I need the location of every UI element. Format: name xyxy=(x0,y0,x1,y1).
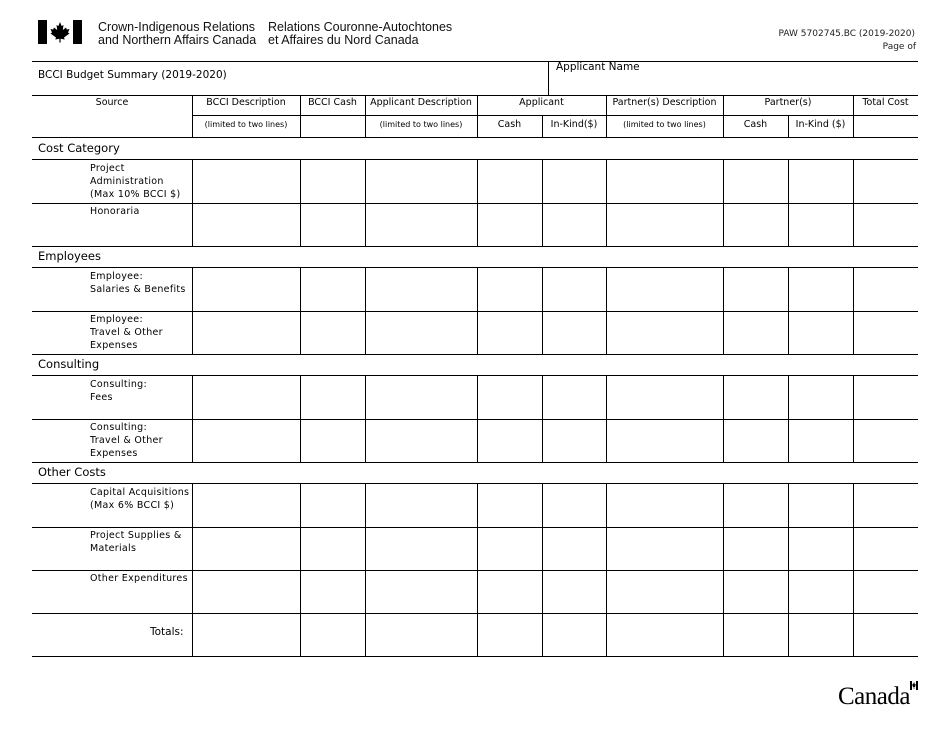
section-consulting: Consulting xyxy=(38,357,100,371)
budget-cell[interactable] xyxy=(193,420,299,461)
budget-cell[interactable] xyxy=(366,571,476,612)
budget-cell[interactable] xyxy=(607,614,722,655)
budget-cell[interactable] xyxy=(478,614,541,655)
row-label-employee-travel: Employee: Travel & Other Expenses xyxy=(90,314,163,351)
budget-cell[interactable] xyxy=(724,160,787,202)
budget-cell[interactable] xyxy=(366,528,476,569)
budget-cell[interactable] xyxy=(301,312,364,353)
canada-flag-icon xyxy=(38,20,82,44)
budget-cell[interactable] xyxy=(193,268,299,310)
budget-cell[interactable] xyxy=(854,160,917,202)
department-name-french xyxy=(268,21,452,47)
budget-cell[interactable] xyxy=(301,376,364,418)
budget-cell[interactable] xyxy=(724,614,787,655)
budget-cell[interactable] xyxy=(789,484,852,526)
wordmark-flag-icon xyxy=(910,681,918,690)
budget-cell[interactable] xyxy=(478,204,541,245)
col-header-bcci-cash: BCCI Cash xyxy=(308,97,357,108)
budget-cell[interactable] xyxy=(366,614,476,655)
budget-cell[interactable] xyxy=(789,420,852,461)
subheader-partner-desc-note: (limited to two lines) xyxy=(623,120,706,129)
canada-wordmark-text: Canada xyxy=(838,683,910,710)
budget-cell[interactable] xyxy=(854,484,917,526)
maple-leaf-icon xyxy=(49,21,71,43)
budget-cell[interactable] xyxy=(193,614,299,655)
budget-cell[interactable] xyxy=(543,528,605,569)
budget-cell[interactable] xyxy=(301,204,364,245)
budget-cell[interactable] xyxy=(854,312,917,353)
budget-cell[interactable] xyxy=(724,420,787,461)
budget-cell[interactable] xyxy=(789,528,852,569)
budget-cell[interactable] xyxy=(193,484,299,526)
budget-cell[interactable] xyxy=(724,528,787,569)
budget-cell[interactable] xyxy=(543,268,605,310)
budget-cell[interactable] xyxy=(789,571,852,612)
budget-cell[interactable] xyxy=(366,312,476,353)
department-name-english xyxy=(98,21,256,47)
budget-cell[interactable] xyxy=(724,376,787,418)
budget-cell[interactable] xyxy=(543,571,605,612)
budget-cell[interactable] xyxy=(478,571,541,612)
budget-cell[interactable] xyxy=(724,312,787,353)
budget-cell[interactable] xyxy=(366,160,476,202)
rule-row xyxy=(32,246,918,247)
budget-cell[interactable] xyxy=(366,376,476,418)
rule-top xyxy=(32,61,918,62)
dept-fr-line1: Relations Couronne-Autochtones xyxy=(268,20,453,34)
budget-cell[interactable] xyxy=(543,312,605,353)
budget-cell[interactable] xyxy=(607,160,722,202)
subheader-bcci-desc-note: (limited to two lines) xyxy=(204,120,288,129)
applicant-name-label: Applicant Name xyxy=(556,61,640,73)
budget-cell[interactable] xyxy=(543,204,605,245)
page-of-label: Page of xyxy=(882,42,916,52)
budget-cell[interactable] xyxy=(854,571,917,612)
rule-header-bottom xyxy=(32,137,918,138)
section-employees: Employees xyxy=(38,249,101,263)
budget-cell[interactable] xyxy=(193,204,299,245)
budget-cell[interactable] xyxy=(301,528,364,569)
budget-cell[interactable] xyxy=(193,528,299,569)
rule-header-top xyxy=(32,95,918,96)
row-label-consulting-fees: Consulting: Fees xyxy=(90,379,147,403)
budget-cell[interactable] xyxy=(301,614,364,655)
budget-cell[interactable] xyxy=(543,420,605,461)
budget-cell[interactable] xyxy=(607,312,722,353)
budget-cell[interactable] xyxy=(607,420,722,461)
budget-cell[interactable] xyxy=(366,420,476,461)
row-label-project-administration: Project Administration (Max 10% BCCI $) xyxy=(90,163,181,200)
budget-cell[interactable] xyxy=(724,204,787,245)
rule-row xyxy=(32,354,918,355)
budget-cell[interactable] xyxy=(543,160,605,202)
budget-cell[interactable] xyxy=(789,376,852,418)
budget-cell[interactable] xyxy=(478,312,541,353)
budget-cell[interactable] xyxy=(724,571,787,612)
budget-cell[interactable] xyxy=(789,614,852,655)
budget-cell[interactable] xyxy=(607,268,722,310)
rule-table-bottom xyxy=(32,656,918,657)
budget-cell[interactable] xyxy=(301,420,364,461)
row-label-project-supplies: Project Supplies & Materials xyxy=(90,530,182,554)
section-cost-category: Cost Category xyxy=(38,141,120,155)
budget-cell[interactable] xyxy=(301,268,364,310)
budget-cell[interactable] xyxy=(854,528,917,569)
form-title: BCCI Budget Summary (2019-2020) xyxy=(38,69,227,81)
row-label-totals: Totals: xyxy=(150,626,184,638)
budget-cell[interactable] xyxy=(478,528,541,569)
budget-cell[interactable] xyxy=(543,484,605,526)
form-number: PAW 5702745.BC (2019-2020) xyxy=(778,29,915,39)
dept-en-line1: Crown-Indigenous Relations xyxy=(98,20,256,34)
budget-cell[interactable] xyxy=(193,160,299,202)
budget-cell[interactable] xyxy=(478,376,541,418)
budget-cell[interactable] xyxy=(789,268,852,310)
budget-cell[interactable] xyxy=(193,571,299,612)
budget-cell[interactable] xyxy=(543,614,605,655)
dept-en-line2: and Northern Affairs Canada xyxy=(98,33,257,47)
budget-cell[interactable] xyxy=(366,268,476,310)
dept-fr-line2: et Affaires du Nord Canada xyxy=(268,33,419,47)
subheader-partner-inkind: In-Kind ($) xyxy=(795,119,846,130)
budget-cell[interactable] xyxy=(478,160,541,202)
row-label-consulting-travel: Consulting: Travel & Other Expenses xyxy=(90,422,163,459)
budget-cell[interactable] xyxy=(854,268,917,310)
budget-cell[interactable] xyxy=(724,268,787,310)
row-label-other-expenditures: Other Expenditures xyxy=(90,573,188,584)
budget-cell[interactable] xyxy=(607,484,722,526)
budget-cell[interactable] xyxy=(193,312,299,353)
budget-cell[interactable] xyxy=(543,376,605,418)
subheader-applicant-desc-note: (limited to two lines) xyxy=(379,120,463,129)
row-label-honoraria: Honoraria xyxy=(90,206,140,217)
col-header-partners: Partner(s) xyxy=(764,97,812,108)
budget-cell[interactable] xyxy=(193,376,299,418)
subheader-applicant-cash: Cash xyxy=(497,119,522,130)
budget-cell[interactable] xyxy=(854,376,917,418)
budget-cell[interactable] xyxy=(366,484,476,526)
budget-cell[interactable] xyxy=(607,376,722,418)
canada-wordmark xyxy=(838,683,918,711)
budget-cell[interactable] xyxy=(789,160,852,202)
budget-cell[interactable] xyxy=(854,204,917,245)
col-header-partner-description: Partner(s) Description xyxy=(612,97,717,108)
rule-row xyxy=(32,462,918,463)
budget-cell[interactable] xyxy=(478,484,541,526)
subheader-applicant-inkind: In-Kind($) xyxy=(550,119,598,130)
subheader-partner-cash: Cash xyxy=(743,119,768,130)
budget-cell[interactable] xyxy=(607,204,722,245)
rule-title-divider xyxy=(548,61,549,95)
col-header-total-cost: Total Cost xyxy=(862,97,909,108)
budget-cell[interactable] xyxy=(607,571,722,612)
budget-cell[interactable] xyxy=(301,571,364,612)
budget-cell[interactable] xyxy=(301,484,364,526)
row-label-capital-acquisitions: Capital Acquisitions (Max 6% BCCI $) xyxy=(90,487,190,511)
budget-cell[interactable] xyxy=(366,204,476,245)
budget-cell[interactable] xyxy=(789,204,852,245)
budget-cell[interactable] xyxy=(789,312,852,353)
budget-cell[interactable] xyxy=(607,528,722,569)
budget-cell[interactable] xyxy=(854,614,917,655)
budget-cell[interactable] xyxy=(724,484,787,526)
applicant-name-input[interactable] xyxy=(556,75,912,91)
col-header-source: Source xyxy=(95,97,129,108)
budget-cell[interactable] xyxy=(478,268,541,310)
budget-cell[interactable] xyxy=(854,420,917,461)
col-header-applicant: Applicant xyxy=(519,97,564,108)
col-header-bcci-description: BCCI Description xyxy=(206,97,286,108)
row-label-employee-salaries: Employee: Salaries & Benefits xyxy=(90,271,186,295)
col-header-applicant-description: Applicant Description xyxy=(370,97,472,108)
section-other-costs: Other Costs xyxy=(38,465,106,479)
budget-cell[interactable] xyxy=(301,160,364,202)
budget-cell[interactable] xyxy=(478,420,541,461)
